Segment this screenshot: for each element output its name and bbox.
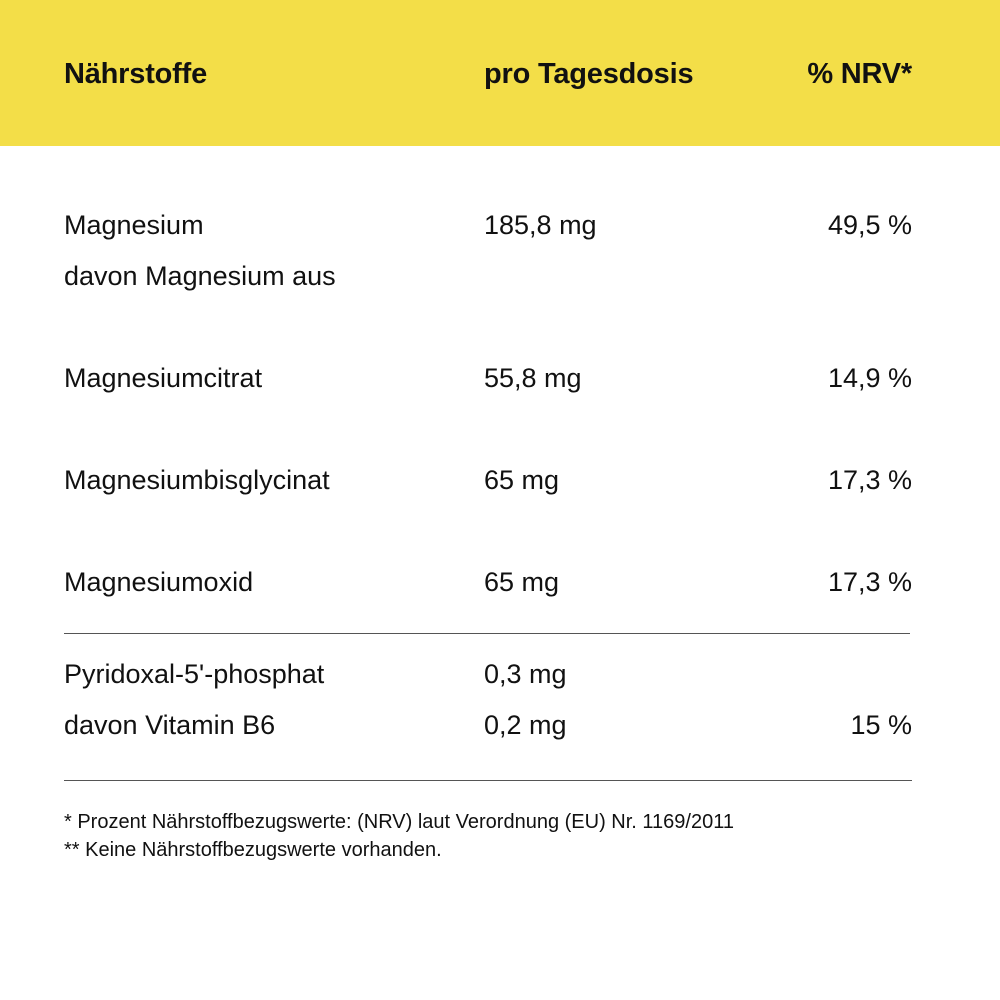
row-bisglycinate-dose: 65 mg <box>484 465 560 495</box>
row-b6-nrv: 15 % <box>850 710 912 740</box>
footnote-nrv: * Prozent Nährstoffbezugswerte: (NRV) laut Verordnung (EU) Nr. 1169/2011 <box>64 811 734 833</box>
table-header <box>0 0 1000 146</box>
divider-top <box>64 633 910 634</box>
row-citrate-dose: 55,8 mg <box>484 363 582 393</box>
row-magnesium-nrv: 49,5 % <box>827 210 912 240</box>
row-citrate-name: Magnesiumcitrat <box>64 363 263 393</box>
row-magnesium-dose: 185,8 mg <box>484 210 597 240</box>
row-oxide-name: Magnesiumoxid <box>64 567 254 597</box>
row-bisglycinate-nrv: 17,3 % <box>827 465 912 495</box>
row-oxide-dose: 65 mg <box>484 567 560 597</box>
row-p5p-name: Pyridoxal-5'-phosphat <box>64 659 325 689</box>
divider-bottom <box>64 780 912 781</box>
header-nrv: % NRV* <box>807 58 912 90</box>
row-magnesium-sources-name: davon Magnesium aus <box>64 261 336 291</box>
row-b6-dose: 0,2 mg <box>484 710 567 740</box>
header-nutrients: Nährstoffe <box>64 58 208 90</box>
row-citrate-nrv: 14,9 % <box>827 363 912 393</box>
footnote-no-nrv: ** Keine Nährstoffbezugswerte vorhanden. <box>64 839 442 861</box>
row-b6-name: davon Vitamin B6 <box>64 710 276 740</box>
row-oxide-nrv: 17,3 % <box>827 567 912 597</box>
row-bisglycinate-name: Magnesiumbisglycinat <box>64 465 330 495</box>
row-p5p-dose: 0,3 mg <box>484 659 567 689</box>
header-daily-dose: pro Tagesdosis <box>484 58 694 90</box>
row-magnesium-name: Magnesium <box>64 210 204 240</box>
